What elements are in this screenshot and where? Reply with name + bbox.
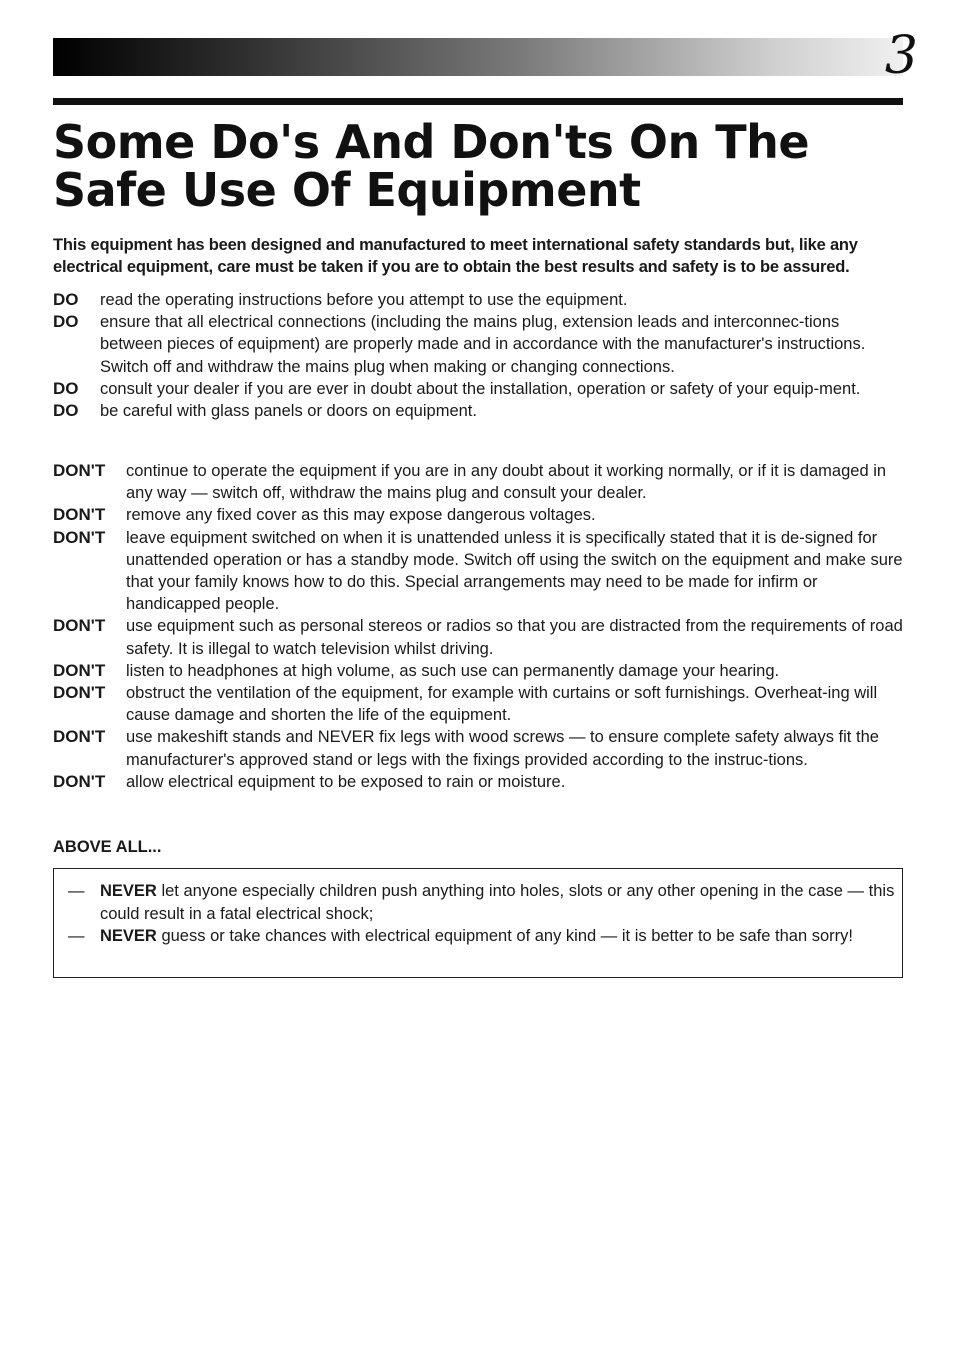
dont-list — [53, 460, 905, 793]
title-rule — [53, 98, 903, 105]
dont-text: listen to headphones at high volume, as such use can permanently damage your hearing. — [126, 661, 780, 680]
do-label: DO — [53, 378, 79, 398]
em-dash-bullet: — — [68, 882, 85, 900]
page-title: Some Do's And Don'ts On The Safe Use Of Equipment — [53, 115, 810, 217]
dont-item — [53, 615, 905, 659]
dont-item — [53, 504, 905, 526]
warning-text: let anyone especially children push anything into holes, slots or any other opening in the case — this could result in a fatal electrical shock; — [100, 882, 895, 923]
dont-text: leave equipment switched on when it is unattended unless it is specifically stated that it is de-signed for unattended operation or has a standby mode. Switch off using the switch on the equipment and make sure that your family knows how to do this. Special arrangements may need to be made for infirm or handicapped people. — [126, 528, 903, 614]
dont-label: DON'T — [53, 527, 106, 547]
do-text: ensure that all electrical connections (including the mains plug, extension leads and interconnec-tions between pieces of equipment) are properly made and in accordance with the manufacturer's instructions. Switch off and withdraw the mains plug when making or changing connections. — [100, 313, 866, 376]
dont-label: DON'T — [53, 660, 106, 680]
dont-item — [53, 682, 905, 726]
dont-item — [53, 726, 905, 770]
do-text: consult your dealer if you are ever in doubt about the installation, operation or safety of your equip-ment. — [100, 379, 861, 398]
dont-text: allow electrical equipment to be exposed to rain or moisture. — [126, 772, 566, 791]
do-item — [53, 400, 905, 422]
header-gradient-bar — [53, 38, 903, 76]
do-label: DO — [53, 290, 79, 309]
dont-item — [53, 527, 905, 616]
never-keyword: NEVER — [100, 927, 157, 945]
dont-label: DON'T — [53, 505, 106, 525]
warning-box — [53, 868, 903, 978]
dont-label: DON'T — [53, 771, 106, 791]
above-all-heading: ABOVE ALL... — [53, 838, 162, 856]
dont-label: DON'T — [53, 727, 106, 747]
em-dash-bullet: — — [68, 927, 85, 945]
intro-paragraph: This equipment has been designed and manufactured to meet international safety standards but, like any electrical equipment, care must be taken if you are to obtain the best results and safety is to be assured. — [53, 236, 858, 276]
dont-text: use makeshift stands and NEVER fix legs with wood screws — to ensure complete safety always fit the manufacturer's approved stand or legs with the fixings provided according to the instruc-tions. — [126, 728, 879, 769]
dont-label: DON'T — [53, 683, 106, 703]
dont-label: DON'T — [53, 616, 106, 636]
warning-text: guess or take chances with electrical equipment of any kind — it is better to be safe than sorry! — [161, 927, 853, 945]
do-item — [53, 311, 905, 378]
dont-text: remove any fixed cover as this may expose dangerous voltages. — [126, 506, 596, 525]
dont-text: obstruct the ventilation of the equipment, for example with curtains or soft furnishings. Overheat-ing will cause damage and shorten the life of the equipment. — [126, 684, 878, 725]
dont-text: continue to operate the equipment if you are in any doubt about it working normally, or if it is damaged in any way — switch off, withdraw the mains plug and consult your dealer. — [126, 462, 887, 503]
dont-text: use equipment such as personal stereos or radios so that you are distracted from the requirements of road safety. It is illegal to watch television whilst driving. — [126, 617, 903, 658]
warning-item — [68, 880, 910, 925]
dont-item — [53, 460, 905, 504]
do-item — [53, 378, 905, 400]
do-list — [53, 289, 905, 422]
do-label: DO — [53, 312, 79, 332]
page-number: 3 — [884, 26, 918, 86]
dont-label: DON'T — [53, 461, 106, 480]
do-item — [53, 289, 905, 311]
dont-item — [53, 771, 905, 793]
do-text: read the operating instructions before you attempt to use the equipment. — [100, 291, 628, 309]
dont-item — [53, 660, 905, 682]
do-label: DO — [53, 401, 79, 421]
do-text: be careful with glass panels or doors on equipment. — [100, 402, 477, 421]
warning-item — [68, 925, 910, 948]
never-keyword: NEVER — [100, 882, 157, 900]
